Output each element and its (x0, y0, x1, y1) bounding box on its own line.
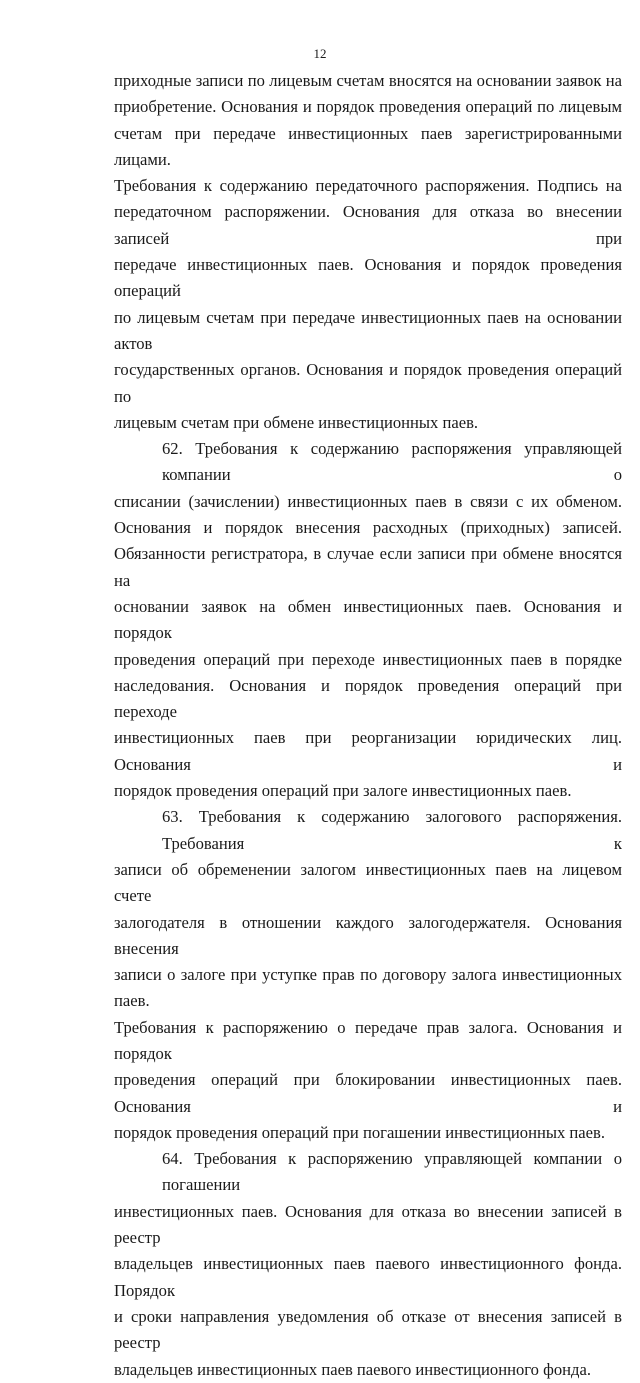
text-line: инвестиционных паев при реорганизации юридических лиц. Основания и (114, 728, 622, 774)
text-line: 62. Требования к содержанию распоряжения управляющей компании о (162, 439, 622, 485)
text-line: лицевым счетам при обмене инвестиционных паев. (114, 412, 479, 432)
text-line: Требования к содержанию передаточного распоряжения. Подпись на (114, 176, 622, 196)
paragraph-continuation (114, 68, 622, 436)
text-line: Требования к распоряжению о передаче прав залога. Основания и порядок (114, 1017, 622, 1063)
text-line: списании (зачислении) инвестиционных паев в связи с их обменом. (114, 491, 622, 511)
text-line: инвестиционных паев. Основания для отказа во внесении записей в реестр (114, 1201, 622, 1248)
text-line: записи о залоге при уступке прав по договору залога инвестиционных паев. (114, 965, 622, 1011)
text-line: государственных органов. Основания и порядок проведения операций по (114, 360, 622, 406)
text-line: Обязанности регистратора, в случае если записи при обмене вносятся на (114, 544, 622, 590)
text-line: 63. Требования к содержанию залогового распоряжения. Требования к (162, 807, 622, 853)
text-line: передаче инвестиционных паев. Основания и порядок проведения операций (114, 255, 622, 301)
page-number: 12 (313, 46, 327, 61)
text-line: записи об обременении залогом инвестиционных паев на лицевом счете (114, 859, 622, 906)
text-line: и сроки направления уведомления об отказе от внесения записей в реестр (114, 1306, 622, 1353)
text-line: проведения операций при переходе инвестиционных паев в порядке (114, 649, 622, 669)
text-line: основании заявок на обмен инвестиционных паев. Основания и порядок (114, 596, 622, 643)
text-line: счетам при передаче инвестиционных паев зарегистрированными лицами. (114, 123, 622, 169)
text-line: Основания и порядок внесения расходных (приходных) записей. (114, 518, 622, 538)
paragraph-62 (114, 436, 622, 804)
text-line: порядок проведения операций при залоге инвестиционных паев. (114, 781, 572, 801)
text-line: порядок проведения операций при погашении инвестиционных паев. (114, 1122, 606, 1142)
text-line: владельцев инвестиционных паев паевого инвестиционного фонда. (114, 1359, 592, 1379)
paragraph-63 (114, 804, 622, 1146)
text-line: по лицевым счетам при передаче инвестиционных паев на основании актов (114, 307, 622, 353)
text-line: передаточном распоряжении. Основания для отказа во внесении записей при (114, 202, 622, 248)
document-body (114, 68, 622, 1383)
text-line: 64. Требования к распоряжению управляющей компании о погашении (162, 1149, 622, 1195)
text-line: приходные записи по лицевым счетам вносятся на основании заявок на (114, 71, 622, 90)
text-line: приобретение. Основания и порядок проведения операций по лицевым (114, 97, 622, 117)
paragraph-64 (114, 1146, 622, 1383)
text-line: залогодателя в отношении каждого залогодержателя. Основания внесения (114, 912, 622, 958)
text-line: наследования. Основания и порядок проведения операций при переходе (114, 675, 622, 722)
text-line: проведения операций при блокировании инвестиционных паев. Основания и (114, 1070, 622, 1116)
text-line: владельцев инвестиционных паев паевого инвестиционного фонда. Порядок (114, 1254, 622, 1300)
